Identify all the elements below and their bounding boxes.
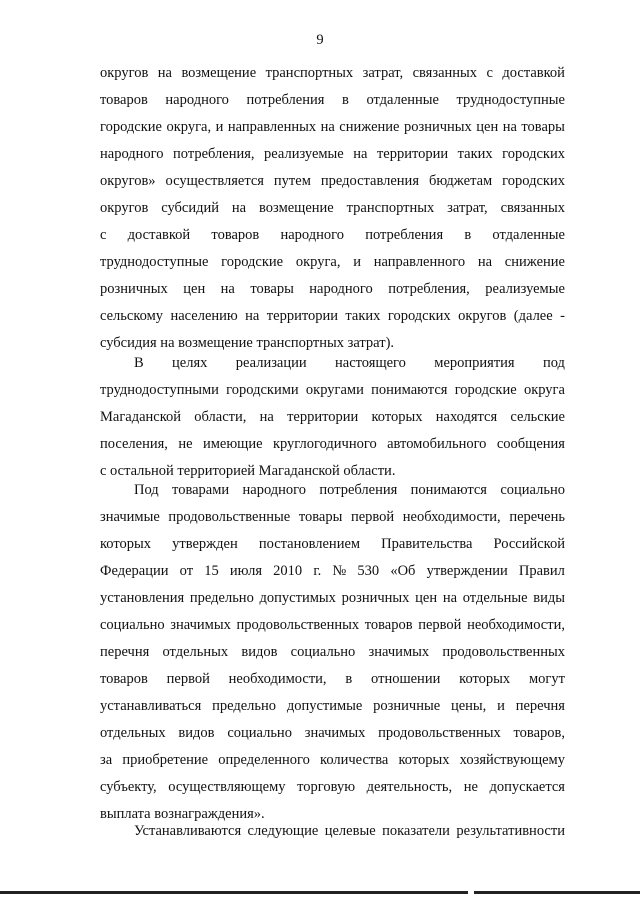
word: товаров — [364, 617, 413, 633]
word: направленных — [227, 119, 317, 135]
word: которых — [371, 409, 423, 425]
word: территории — [287, 409, 359, 425]
word: доставкой — [127, 227, 191, 243]
word: Устанавливаются — [134, 823, 242, 839]
word: области, — [194, 409, 247, 425]
word: народного — [242, 482, 307, 498]
word: постановлением — [258, 536, 361, 552]
word: понимаются — [371, 382, 448, 398]
word: субсидий — [161, 200, 219, 216]
word: отдаленные — [366, 92, 439, 108]
word: в — [464, 227, 472, 243]
word: народного — [100, 146, 164, 162]
word: и — [497, 698, 505, 714]
word: потребления — [365, 227, 444, 243]
word: направленного — [373, 254, 466, 270]
word: товаров — [100, 671, 148, 687]
word: значимые — [100, 509, 160, 525]
word: территории — [376, 146, 449, 162]
word: реализуемые — [485, 281, 565, 297]
word: сельские — [510, 409, 565, 425]
word: допускается — [489, 779, 565, 795]
word: мероприятия — [434, 355, 515, 371]
word: продовольственных — [442, 644, 565, 660]
word: снижение — [339, 119, 400, 135]
word: приобретение — [122, 752, 209, 768]
text-line — [100, 408, 565, 426]
word: первой — [418, 617, 462, 633]
word: Правил — [518, 563, 565, 579]
word: круглогодичного — [272, 436, 377, 452]
word: целях — [172, 355, 208, 371]
word: 15 — [204, 563, 219, 579]
word: необходимости, — [402, 509, 501, 525]
word: количества — [320, 752, 389, 768]
word: июля — [229, 563, 262, 579]
word: розничных — [100, 281, 168, 297]
word: труднодоступными — [100, 382, 219, 398]
word: осуществляется — [165, 173, 264, 189]
word: социально — [100, 617, 165, 633]
word: затрат, — [362, 65, 404, 81]
word: перечня — [515, 698, 565, 714]
word: отдаленные — [492, 227, 565, 243]
word: на — [442, 590, 458, 606]
text-line — [100, 643, 565, 661]
word: на — [220, 281, 235, 297]
word: понимаются — [410, 482, 487, 498]
page-bottom-rule-gap — [468, 891, 474, 894]
paragraph-first-line — [134, 354, 565, 372]
word: «Об — [390, 563, 416, 579]
word: городских — [502, 146, 565, 162]
word: округов — [458, 308, 507, 324]
word: в — [342, 92, 349, 108]
word: на — [245, 308, 260, 324]
word: деятельность, — [366, 779, 453, 795]
text-line — [100, 64, 565, 82]
word: от — [179, 563, 194, 579]
text-line — [100, 697, 565, 715]
text-line — [100, 508, 565, 526]
word: на — [477, 254, 493, 270]
word: связанных — [500, 200, 565, 216]
text-line — [100, 381, 565, 399]
word: связанных — [412, 65, 478, 81]
word: отдельных — [100, 725, 166, 741]
word: имеющие — [202, 436, 263, 452]
word: возмещение — [259, 200, 334, 216]
word: г. — [313, 563, 322, 579]
text-line — [100, 435, 565, 453]
word: доставкой — [502, 65, 565, 81]
text-line — [100, 118, 565, 136]
word: товары — [298, 509, 343, 525]
word: товары — [521, 119, 565, 135]
word: определенного — [218, 752, 310, 768]
word: городские — [221, 254, 284, 270]
word: товарами — [172, 482, 230, 498]
word: которых — [459, 671, 511, 687]
word: утвержден — [172, 536, 238, 552]
word: № — [332, 563, 347, 579]
word: видов — [241, 644, 278, 660]
word: осуществляющему — [168, 779, 286, 795]
word: результативности — [456, 823, 565, 839]
word: бюджетам — [428, 173, 493, 189]
word: цены, — [450, 698, 487, 714]
word: розничных — [403, 119, 472, 135]
word: видов — [178, 725, 215, 741]
word: перечня — [100, 644, 150, 660]
word: городские — [454, 382, 517, 398]
word: предельно — [189, 590, 254, 606]
word: на — [320, 119, 335, 135]
word: таких — [345, 308, 381, 324]
word: отношении — [371, 671, 441, 687]
word: и — [353, 254, 361, 270]
word: округов» — [100, 173, 156, 189]
word: Магаданской — [100, 409, 182, 425]
word: Под — [134, 482, 159, 498]
word: продовольственных — [378, 725, 501, 741]
text-line — [100, 226, 565, 244]
paragraph-last-line: с остальной территорией Магаданской области. — [100, 463, 396, 479]
word: находятся — [435, 409, 498, 425]
word: потребления — [319, 482, 398, 498]
text-line — [100, 778, 565, 796]
word: возмещение — [181, 65, 257, 81]
word: - — [560, 308, 565, 324]
text-line — [100, 172, 565, 190]
word: показатели — [382, 823, 450, 839]
word: допустимые — [286, 698, 363, 714]
paragraph-last-line: выплата вознаграждения». — [100, 806, 265, 822]
word: допустимых — [259, 590, 336, 606]
word: хозяйствующему — [459, 752, 565, 768]
word: субъекту, — [100, 779, 157, 795]
word: целевые — [324, 823, 376, 839]
word: округов — [100, 65, 149, 81]
word: розничных — [341, 590, 410, 606]
word: поселения, — [100, 436, 168, 452]
word: городских — [502, 173, 565, 189]
word: значимых — [368, 644, 430, 660]
word: 2010 — [273, 563, 303, 579]
text-line — [100, 670, 565, 688]
word: торговую — [297, 779, 356, 795]
word: предельно — [212, 698, 277, 714]
word: реализуемые — [264, 146, 344, 162]
word: Федерации — [100, 563, 169, 579]
word: народного — [309, 281, 373, 297]
text-line — [100, 199, 565, 217]
word: сообщения — [496, 436, 565, 452]
word: цен — [183, 281, 206, 297]
word: на — [353, 146, 368, 162]
word: социально — [500, 482, 565, 498]
word: которых — [100, 536, 152, 552]
word: товаров, — [513, 725, 565, 741]
word: значимых — [304, 725, 366, 741]
word: народного — [280, 227, 344, 243]
word: продовольственные — [168, 509, 291, 525]
word: городские — [100, 119, 162, 135]
text-line — [100, 280, 565, 298]
word: территории — [266, 308, 338, 324]
word: отдельных — [162, 644, 229, 660]
word: следующие — [247, 823, 319, 839]
word: округов — [100, 200, 149, 216]
word: на — [502, 119, 517, 135]
word: автомобильного — [387, 436, 487, 452]
paragraph-first-line — [134, 822, 565, 840]
word: первой — [166, 671, 210, 687]
word: сельскому — [100, 308, 164, 324]
word: населению — [170, 308, 238, 324]
word: не — [463, 779, 478, 795]
page-number: 9 — [316, 32, 324, 48]
word: округа, — [166, 119, 212, 135]
word: округами — [305, 382, 364, 398]
word: необходимости, — [228, 671, 327, 687]
word: виды — [533, 590, 565, 606]
word: отдельные — [462, 590, 528, 606]
word: затрат, — [447, 200, 488, 216]
word: путем — [273, 173, 311, 189]
word: Российской — [493, 536, 565, 552]
word: необходимости, — [467, 617, 565, 633]
text-line — [100, 91, 565, 109]
word: на — [231, 200, 247, 216]
word: товары — [250, 281, 294, 297]
word: 530 — [357, 563, 380, 579]
word: городскими — [226, 382, 299, 398]
word: социально — [290, 644, 356, 660]
word: В — [134, 355, 144, 371]
word: первой — [350, 509, 395, 525]
word: труднодоступные — [100, 254, 209, 270]
word: устанавливаться — [100, 698, 202, 714]
word: труднодоступные — [456, 92, 565, 108]
word: снижение — [504, 254, 565, 270]
word: утверждении — [426, 563, 508, 579]
word: не — [178, 436, 193, 452]
word: потребления, — [388, 281, 470, 297]
word: (далее — [513, 308, 553, 324]
word: Правительства — [381, 536, 473, 552]
text-line — [100, 724, 565, 742]
word: и — [215, 119, 224, 135]
word: перечень — [509, 509, 565, 525]
text-line — [100, 253, 565, 271]
word: настоящего — [335, 355, 406, 371]
word: товаров — [211, 227, 260, 243]
text-line — [100, 562, 565, 580]
word: народного — [165, 92, 229, 108]
word: предоставления — [320, 173, 419, 189]
text-line — [100, 589, 565, 607]
word: с — [486, 65, 493, 81]
word: установления — [100, 590, 185, 606]
text-line — [100, 307, 565, 325]
text-line — [100, 616, 565, 634]
word: под — [542, 355, 565, 371]
word: на — [259, 409, 274, 425]
text-line — [100, 535, 565, 553]
text-line — [100, 145, 565, 163]
word: товаров — [100, 92, 148, 108]
word: которых — [398, 752, 450, 768]
word: значимых — [170, 617, 231, 633]
word: социально — [227, 725, 292, 741]
word: транспортных — [346, 200, 435, 216]
word: потребления — [246, 92, 325, 108]
word: розничные — [373, 698, 441, 714]
word: таких — [457, 146, 493, 162]
paragraph-last-line: субсидия на возмещение транспортных затрат). — [100, 335, 395, 351]
word: цен — [476, 119, 499, 135]
word: продовольственных — [236, 617, 360, 633]
paragraph-first-line — [134, 481, 565, 499]
text-line — [100, 751, 565, 769]
word: за — [100, 752, 113, 768]
word: цен — [415, 590, 438, 606]
word: округа, — [295, 254, 341, 270]
word: округа — [523, 382, 565, 398]
word: потребления, — [173, 146, 255, 162]
word: могут — [528, 671, 565, 687]
word: в — [345, 671, 353, 687]
word: на — [157, 65, 172, 81]
word: с — [100, 227, 107, 243]
page-bottom-rule — [0, 891, 640, 894]
word: транспортных — [265, 65, 354, 81]
word: реализации — [235, 355, 307, 371]
word: городских — [387, 308, 451, 324]
